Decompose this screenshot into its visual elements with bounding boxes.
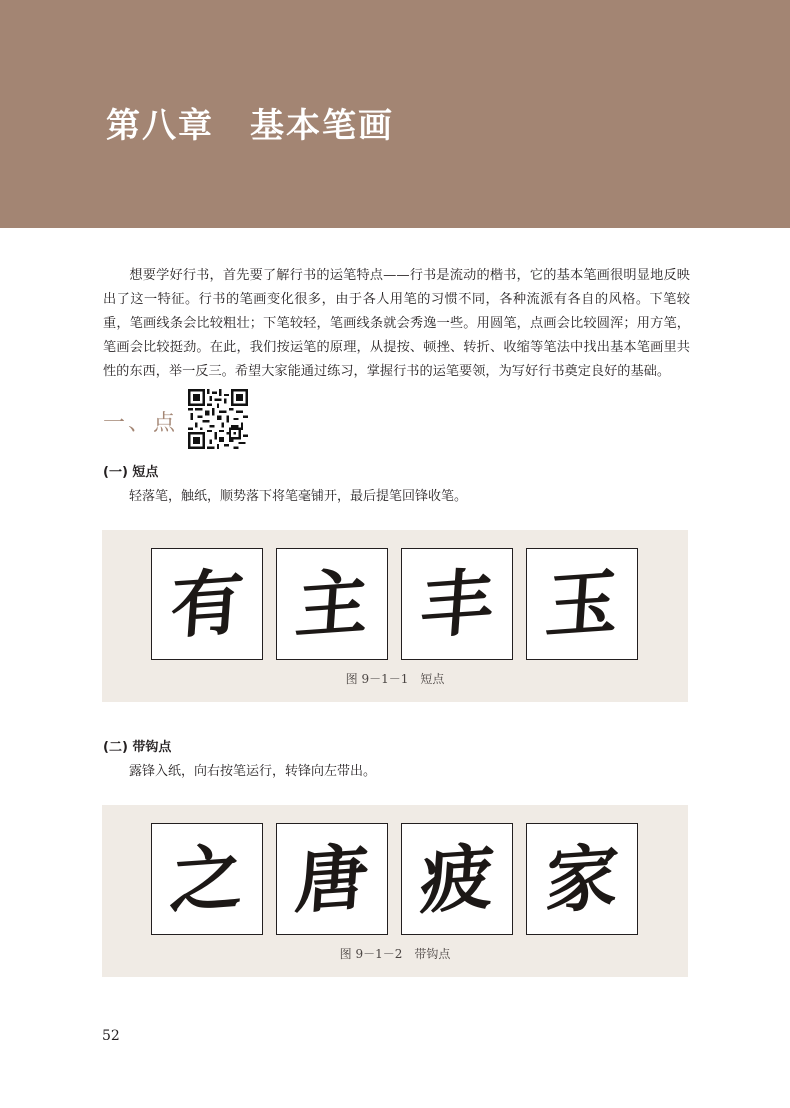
subsection-description-hook-dot: 露锋入纸，向右按笔运行，转锋向左带出。 bbox=[129, 764, 377, 779]
calligraphy-character: 玉 bbox=[542, 558, 622, 649]
intro-paragraph: 想要学好行书，首先要了解行书的运笔特点——行书是流动的楷书，它的基本笔画很明显地反映出了这一特征。行书的笔画变化很多，由于各人用笔的习惯不同，各种流派有各自的风格。下笔较重，笔画线条会比较粗壮；下笔较轻，笔画线条就会秀逸一些。用圆笔，点画会比较圆浑；用方笔，笔画会比较挺劲。在此，我们按运笔的原理，从提按、顿挫、转折、收缩等笔法中找出基本笔画里共性的东西，举一反三。希望大家能通过练习，掌握行书的运笔要领，为写好行书奠定良好的基础。 bbox=[103, 268, 690, 379]
figure-caption: 图 9－1－1 短点 bbox=[345, 672, 445, 686]
calligraphy-tile bbox=[526, 823, 638, 935]
figure-hook-dot bbox=[102, 805, 688, 977]
calligraphy-character: 丰 bbox=[417, 558, 497, 649]
calligraphy-tile bbox=[151, 548, 263, 660]
qr-code-icon[interactable] bbox=[188, 389, 248, 449]
calligraphy-character: 唐 bbox=[292, 833, 372, 924]
page-number: 52 bbox=[102, 1028, 120, 1044]
calligraphy-character: 疲 bbox=[417, 833, 497, 924]
subsection-description-short-dot: 轻落笔，触纸，顺势落下将笔毫铺开，最后提笔回锋收笔。 bbox=[129, 489, 468, 504]
figure-short-dot bbox=[102, 530, 688, 702]
section-title: 一、点 bbox=[103, 411, 179, 436]
chapter-header bbox=[0, 0, 790, 228]
calligraphy-character: 之 bbox=[167, 833, 247, 924]
subsection-title-short-dot: (一) 短点 bbox=[103, 465, 159, 480]
figure-caption: 图 9－1－2 带钩点 bbox=[339, 947, 451, 961]
calligraphy-tile bbox=[276, 823, 388, 935]
calligraphy-character: 家 bbox=[542, 833, 622, 924]
calligraphy-tile bbox=[276, 548, 388, 660]
calligraphy-tile bbox=[401, 548, 513, 660]
calligraphy-tile bbox=[526, 548, 638, 660]
calligraphy-character: 主 bbox=[292, 558, 372, 649]
chapter-title: 第八章 基本笔画 bbox=[106, 106, 394, 146]
calligraphy-character: 有 bbox=[167, 558, 247, 649]
subsection-title-hook-dot: (二) 带钩点 bbox=[103, 740, 172, 755]
calligraphy-tile bbox=[151, 823, 263, 935]
calligraphy-tile bbox=[401, 823, 513, 935]
